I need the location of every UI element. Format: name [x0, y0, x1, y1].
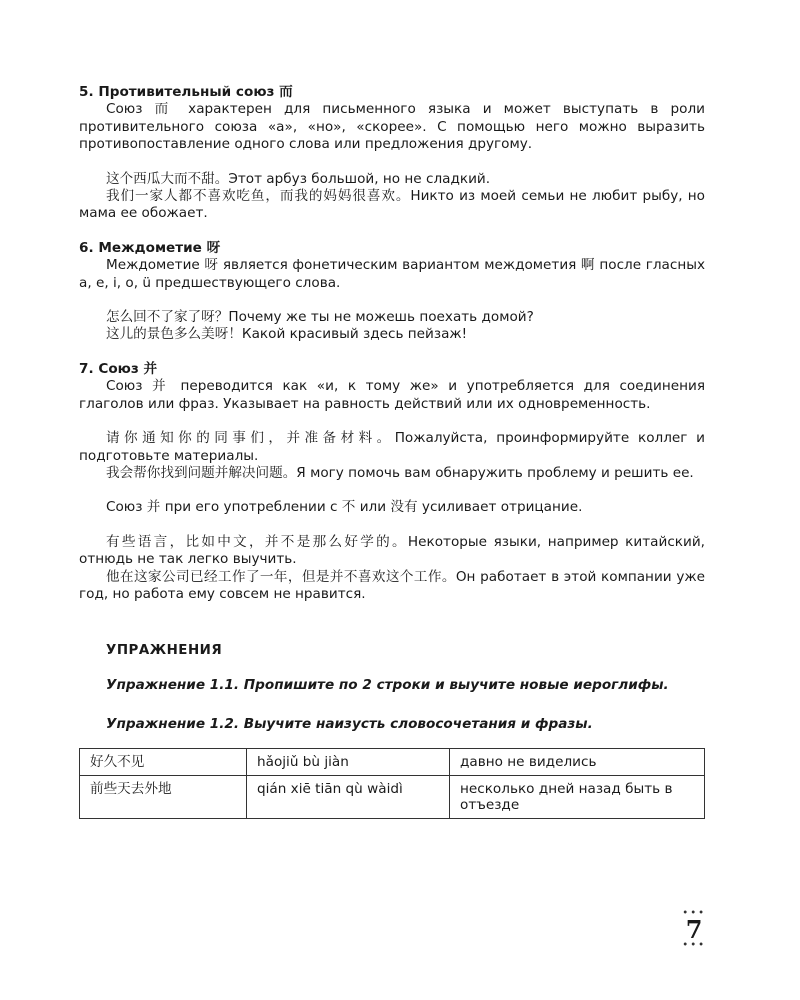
table-cell-pinyin: qián xiē tiān qù wàidì	[247, 775, 450, 818]
table-row	[80, 748, 705, 775]
section-6-example-2: 这儿的景色多么美呀！Какой красивый здесь пейзаж!	[106, 326, 468, 343]
section-7-example-2: 我会帮你找到问题并解决问题。Я могу помочь вам обнаружить проблему и решить ее.	[106, 464, 694, 481]
exercise-1-1: Упражнение 1.1. Пропишите по 2 строки и выучите новые иероглифы.	[106, 676, 669, 693]
table-cell-hanzi: 好久不见	[80, 748, 247, 775]
section-7-example-3: 有些语言，比如中文，并不是那么好学的。Некоторые языки, например китайский, отнюдь не так легко выучить.	[79, 533, 705, 568]
section-5-example-1: 这个西瓜大而不甜。Этот арбуз большой, но не сладкий.	[106, 170, 491, 187]
exercise-1-2: Упражнение 1.2. Выучите наизусть словосочетания и фразы.	[106, 716, 593, 733]
section-7-example-1: 请你通知你的同事们，并准备材料。Пожалуйста, проинформируйте коллег и подготовьте материалы.	[79, 430, 705, 464]
table-cell-translation: несколько дней назад быть в отъезде	[450, 775, 705, 818]
section-7-body: Союз 并 переводится как «и, к тому же» и употребляется для соединения глаголов или фраз. Указывает на равность действий или их одновременность.	[79, 378, 705, 412]
section-5-title: 5. Противительный союз 而	[79, 84, 293, 100]
section-6-body: Междометие 呀 является фонетическим вариантом междометия 啊 после гласных a, e, i, o, ü предшествующего слова.	[79, 257, 705, 291]
page-number-dots-bottom: •••	[682, 940, 706, 951]
section-5-body: Союз 而 характерен для письменного языка и может выступать в роли противительного союза «а», «но», «скорее». С помощью него можно выразить противопоставление одного слова или предложения другому.	[79, 101, 705, 153]
section-5-example-2: 我们一家人都不喜欢吃鱼，而我的妈妈很喜欢。Никто из моей семьи не любит рыбу, но мама ее обожает.	[79, 188, 705, 222]
page-content	[79, 84, 705, 819]
table-cell-translation: давно не виделись	[450, 748, 705, 775]
section-7-note: Союз 并 при его употреблении с 不 или 没有 усиливает отрицание.	[106, 499, 583, 516]
table-cell-hanzi: 前些天去外地	[80, 775, 247, 818]
page-number-dots-top: •••	[682, 908, 706, 919]
page-number-value: 7	[685, 915, 703, 944]
exercises-heading: УПРАЖНЕНИЯ	[106, 643, 223, 659]
section-7-title: 7. Союз 并	[79, 360, 158, 377]
table-row	[80, 775, 705, 818]
page-number	[682, 910, 706, 950]
table-cell-pinyin: hǎojiǔ bù jiàn	[247, 748, 450, 775]
section-6-example-1: 怎么回不了家了呀？Почему же ты не можешь поехать домой?	[106, 309, 534, 326]
vocab-table	[79, 748, 705, 819]
section-7-example-4: 他在这家公司已经工作了一年，但是并不喜欢这个工作。Он работает в этой компании уже год, но работа ему совсем не нравится.	[79, 568, 705, 602]
section-6-title: 6. Междометие 呀	[79, 239, 221, 256]
